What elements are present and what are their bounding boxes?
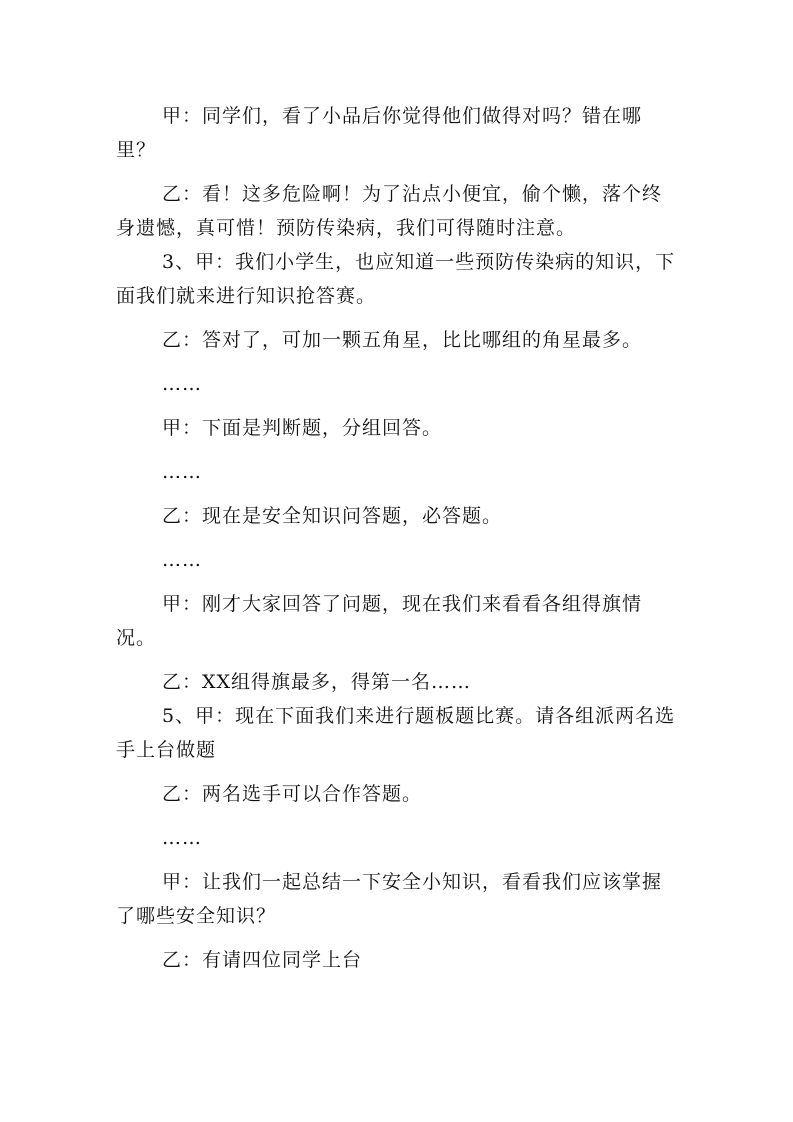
paragraph-jia-true-false: 甲：下面是判断题，分组回答。 <box>162 417 443 439</box>
paragraph-ellipsis: …… <box>162 549 202 571</box>
paragraph-ellipsis: …… <box>162 373 202 395</box>
paragraph-jia-board-contest: 5、甲：现在下面我们来进行题板题比赛。请各组派两名选手上台做题 <box>116 705 676 761</box>
paragraph-jia-flag-count: 甲：刚才大家回答了问题，现在我们来看看各组得旗情况。 <box>116 593 643 649</box>
paragraph-ellipsis: …… <box>162 461 202 483</box>
paragraph-jia-question: 甲：同学们，看了小品后你觉得他们做得对吗？错在哪里？ <box>116 105 643 161</box>
paragraph-jia-summary: 甲：让我们一起总结一下安全小知识，看看我们应该掌握了哪些安全知识？ <box>116 871 663 927</box>
paragraph-yi-cooperate: 乙：两名选手可以合作答题。 <box>162 783 423 805</box>
document-body <box>116 99 676 977</box>
paragraph-ellipsis: …… <box>162 827 202 849</box>
paragraph-yi-invite: 乙：有请四位同学上台 <box>162 949 363 971</box>
paragraph-yi-safety-quiz: 乙：现在是安全知识问答题，必答题。 <box>162 505 503 527</box>
paragraph-yi-danger: 乙：看！这多危险啊！为了沾点小便宜，偷个懒，落个终身遗憾，真可惜！预防传染病，我们可得随时注意。 <box>116 183 663 239</box>
paragraph-yi-winner: 乙：XX组得旗最多，得第一名…… <box>162 671 472 693</box>
paragraph-jia-knowledge-quiz: 3、甲：我们小学生，也应知道一些预防传染病的知识，下面我们就来进行知识抢答赛。 <box>116 251 676 307</box>
paragraph-yi-star-reward: 乙：答对了，可加一颗五角星，比比哪组的角星最多。 <box>162 329 643 351</box>
